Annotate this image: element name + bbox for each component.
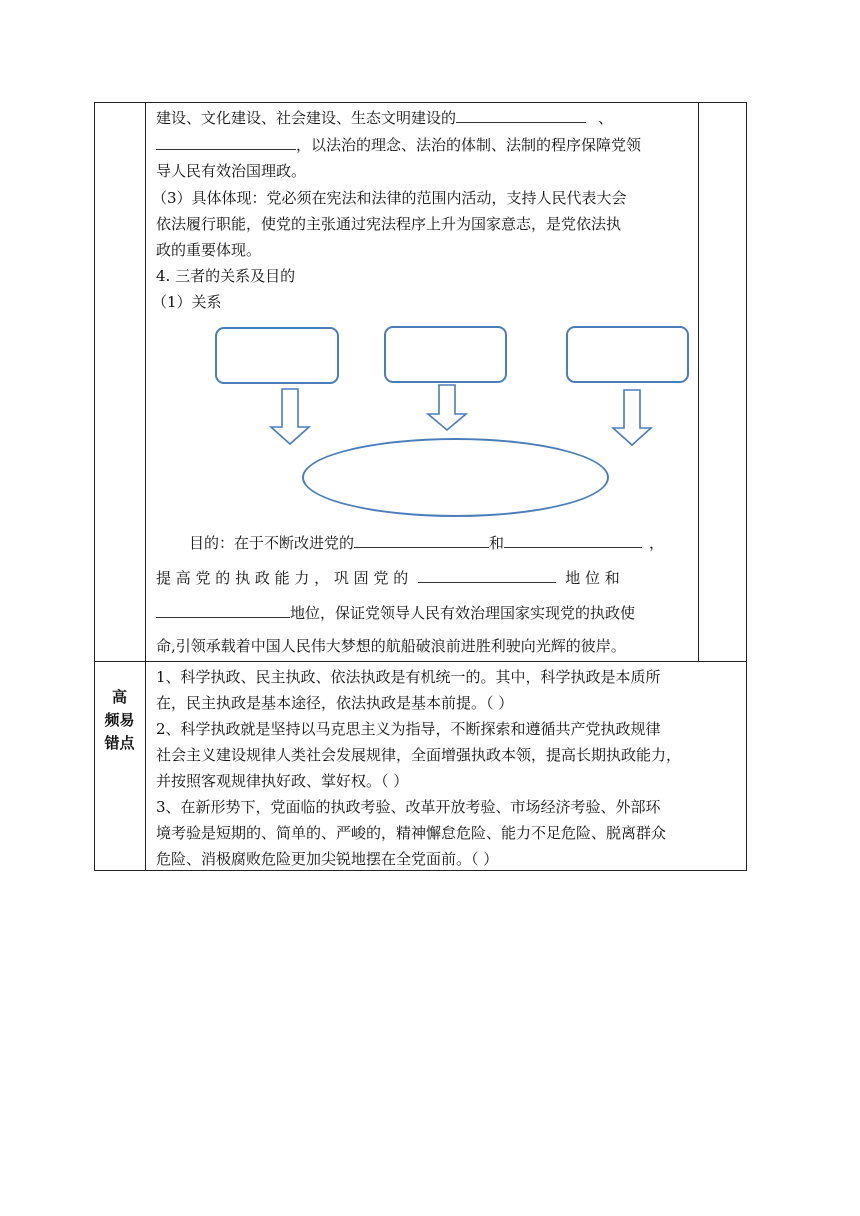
error-item-line: 2、科学执政就是坚持以马克思主义为指导，不断探索和遵循共产党执政规律 xyxy=(156,720,661,738)
table-bottom-border xyxy=(94,870,747,871)
purpose-line: 提 高 党 的 执 政 能 力 ， 巩 固 党 的 地 位 和 xyxy=(156,569,620,587)
error-item-line: 并按照客观规律执好政、掌好权。（ ） xyxy=(156,772,409,790)
content-line: （3）具体体现：党必须在宪法和法律的范围内活动，支持人民代表大会 xyxy=(152,189,627,207)
error-item-line: 境考验是短期的、简单的、严峻的，精神懈怠危险、能力不足危险、脱离群众 xyxy=(156,824,667,842)
relation-ellipse[interactable] xyxy=(302,438,609,517)
purpose-line: 命,引领承载着中国人民伟大梦想的航船破浪前进胜利驶向光辉的彼岸。 xyxy=(156,637,626,655)
purpose-line: 地位，保证党领导人民有效治理国家实现党的执政使 xyxy=(156,603,635,623)
relation-box-left[interactable] xyxy=(215,327,339,384)
table-top-border xyxy=(94,102,747,103)
purpose-line: 目的：在于不断改进党的 和 ， xyxy=(189,534,665,552)
table-row-divider xyxy=(94,661,747,662)
content-line: 导人民有效治国理政。 xyxy=(156,162,307,180)
relation-box-right[interactable] xyxy=(566,326,689,383)
arrow-down-icon xyxy=(271,389,311,445)
answer-blank[interactable] xyxy=(156,135,296,150)
content-line: 依法履行职能，使党的主张通过宪法程序上升为国家意志，是党依法执 xyxy=(156,215,622,233)
table-col-divider-right xyxy=(698,102,699,662)
content-line: 政的重要体现。 xyxy=(156,241,262,259)
content-line: ，以法治的理念、法治的体制、法制的程序保障党领 xyxy=(156,135,641,155)
table-left-border xyxy=(94,102,95,871)
table-right-border xyxy=(746,102,747,871)
arrow-down-icon xyxy=(613,390,653,446)
arrow-down-icon xyxy=(428,385,468,431)
answer-blank[interactable] xyxy=(418,568,556,583)
answer-blank[interactable] xyxy=(156,603,290,618)
subsection-heading: （1）关系 xyxy=(152,293,222,311)
answer-blank[interactable] xyxy=(504,533,642,548)
answer-blank[interactable] xyxy=(354,533,489,548)
error-item-line: 3、在新形势下，党面临的执政考验、改革开放考验、市场经济考验、外部环 xyxy=(156,798,661,816)
error-item-line: 1、科学执政、民主执政、依法执政是有机统一的。其中，科学执政是本质所 xyxy=(156,668,661,686)
relation-box-middle[interactable] xyxy=(384,326,507,383)
error-item-line: 社会主义建设规律人类社会发展规律，全面增强执政本领，提高长期执政能力， xyxy=(156,746,682,764)
content-line: 建设、文化建设、社会建设、生态文明建设的 、 xyxy=(156,109,614,127)
error-section-label: 高 频易 错点 xyxy=(104,688,135,752)
error-item-line: 在，民主执政是基本途径，依法执政是基本前提。（ ） xyxy=(156,694,514,712)
section-heading: 4. 三者的关系及目的 xyxy=(156,267,296,285)
answer-blank[interactable] xyxy=(456,108,586,123)
table-col-divider xyxy=(145,102,146,871)
error-item-line: 危险、消极腐败危险更加尖锐地摆在全党面前。（ ） xyxy=(156,850,499,868)
